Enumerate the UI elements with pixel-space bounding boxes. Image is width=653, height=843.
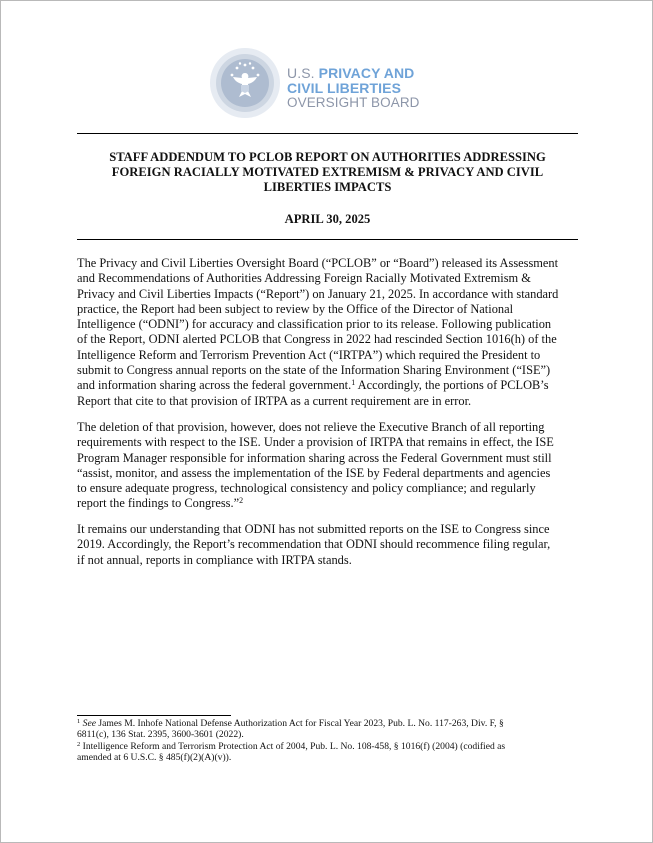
signal-word: See <box>82 718 96 729</box>
footnote-ref-2[interactable]: 2 <box>239 496 244 506</box>
text-line: Privacy and Civil Liberties Impacts (“Report”) on January 21, 2025. In accordance with standard <box>77 286 559 301</box>
top-divider <box>77 133 578 134</box>
title-line: FOREIGN RACIALLY MOTIVATED EXTREMISM & PRIVACY AND CIVIL <box>111 165 544 179</box>
logo-line-1: U.S. PRIVACY AND <box>287 65 415 81</box>
document-date: APRIL 30, 2025 <box>284 212 371 226</box>
paragraph-1 <box>77 256 587 409</box>
text-line: The Privacy and Civil Liberties Oversight Board (“PCLOB” or “Board”) released its Assessment <box>77 256 559 270</box>
text-line: Intelligence (“ODNI”) for accuracy and classification prior to its release. Following publication <box>77 317 552 332</box>
footnote-separator <box>77 715 231 716</box>
pclob-logo <box>209 47 431 121</box>
logo-line-2: CIVIL LIBERTIES <box>287 80 402 96</box>
footnote-1: $^1$ See James M. Inhofe National Defense Authorization Act for Fiscal Year 2023, Pub. L. No. 117-263, Div. F, § <box>77 718 504 729</box>
text-line: Report that cite to that provision of IRTPA as a current requirement are in error. <box>77 393 472 408</box>
document-title <box>77 150 578 195</box>
text-line: The deletion of that provision, however, does not relieve the Executive Branch of all reporting <box>77 420 545 434</box>
text-line: 2019. Accordingly, the Report’s recommendation that ODNI should recommence filing regular, <box>77 537 551 552</box>
title-line: LIBERTIES IMPACTS <box>263 180 392 194</box>
footnote-number: 2 <box>77 740 81 748</box>
footnote-ref-1[interactable]: 1 <box>351 378 356 388</box>
text-line: of the Report, ODNI alerted PCLOB that Congress in 2022 had rescinded Section 1016(h) of the <box>77 332 557 347</box>
text-line: Program Manager responsible for information sharing across the Federal Government must still <box>77 450 552 465</box>
footnote-1-cont: 6811(c), 136 Stat. 2395, 3600-3601 (2022). <box>77 729 244 741</box>
eagle-seal-icon <box>209 47 281 119</box>
text-line: and information sharing across the federal government.$^1$ Accordingly, the portions of PCLOB’s <box>77 378 549 393</box>
text-line: “assist, monitor, and assess the implementation of the ISE by Federal departments and agencies <box>77 465 551 480</box>
bottom-divider <box>77 239 578 240</box>
text-line: submit to Congress annual reports on the state of the Information Sharing Environment (“ISE”) <box>77 363 551 378</box>
footnote-2-cont: amended at 6 U.S.C. § 485(f)(2)(A)(v)). <box>77 752 232 764</box>
text-line: to ensure adequate progress, technological consistency and policy compliance; and regularly <box>77 481 536 496</box>
paragraph-3 <box>77 522 587 568</box>
text-line: practice, the Report had been subject to review by the Office of the Director of National <box>77 301 514 316</box>
footnotes <box>77 718 587 764</box>
text-line: Intelligence Reform and Terrorism Prevention Act (“IRTPA”) which required the President to <box>77 347 541 362</box>
logo-line-3: OVERSIGHT BOARD <box>287 95 420 110</box>
text-line: and Recommendations of Authorities Addressing Foreign Racially Motivated Extremism & <box>77 271 531 286</box>
text-line: It remains our understanding that ODNI has not submitted reports on the ISE to Congress since <box>77 522 550 536</box>
paragraph-2 <box>77 420 587 512</box>
footnote-number: 1 <box>77 718 81 725</box>
text-line: report the findings to Congress.”$^2$ <box>77 496 244 511</box>
text-line: if not annual, reports in compliance with IRTPA stands. <box>77 552 352 567</box>
text-line: requirements with respect to the ISE. Under a provision of IRTPA that remains in effect, the ISE <box>77 435 554 450</box>
title-line: STAFF ADDENDUM TO PCLOB REPORT ON AUTHORITIES ADDRESSING <box>109 150 546 164</box>
footnote-2: $^2$ Intelligence Reform and Terrorism Protection Act of 2004, Pub. L. No. 108-458, § 1016(f) (2004) (codified as <box>77 740 506 752</box>
